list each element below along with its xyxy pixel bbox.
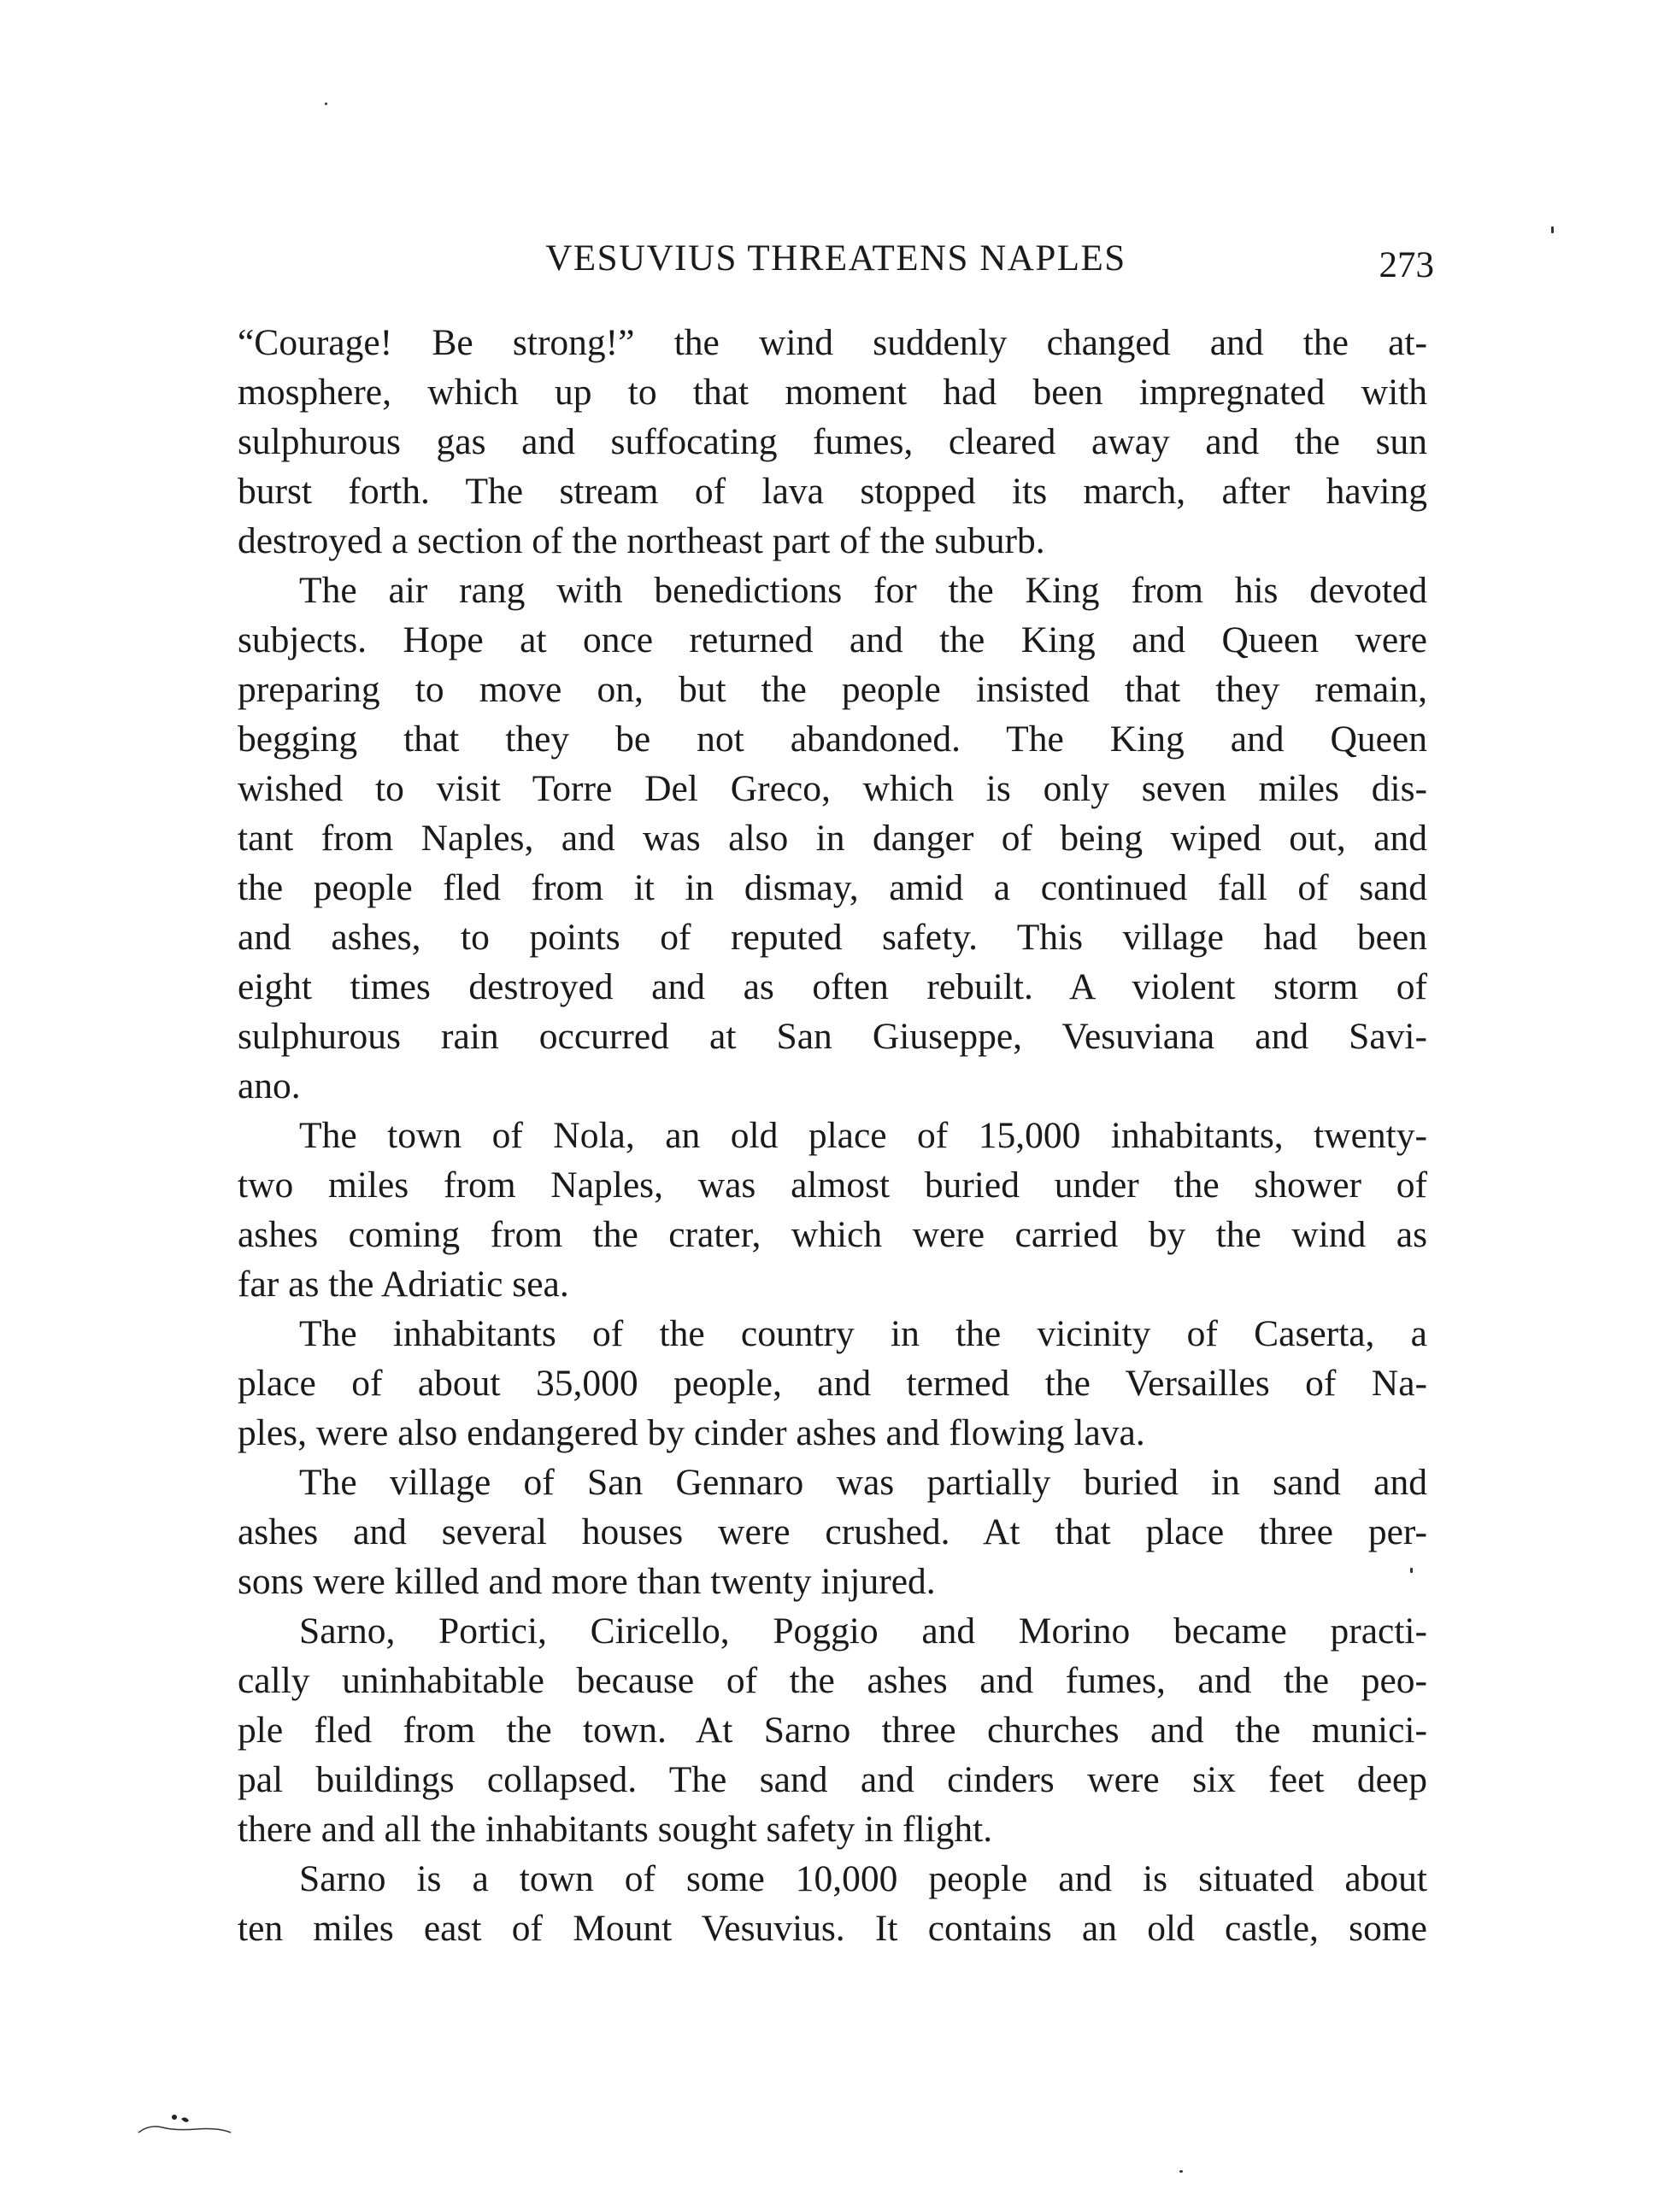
- text-line: mosphere, which up to that moment had been impregnated with: [238, 372, 1427, 413]
- text-line: Sarno is a town of some 10,000 people and is situated about: [299, 1858, 1427, 1899]
- text-line: destroyed a section of the northeast part of the suburb.: [238, 520, 1045, 561]
- text-line: two miles from Naples, was almost buried under the shower of: [238, 1165, 1427, 1206]
- text-line: and ashes, to points of reputed safety. This village had been: [238, 917, 1427, 958]
- paragraph-1: [238, 318, 1427, 566]
- text-line: burst forth. The stream of lava stopped its march, after having: [238, 471, 1427, 512]
- page-number: 273: [1379, 245, 1434, 285]
- text-line: pal buildings collapsed. The sand and cinders were six feet deep: [238, 1759, 1427, 1800]
- text-line: sulphurous gas and suffocating fumes, cleared away and the sun: [238, 421, 1427, 462]
- text-line: ashes coming from the crater, which were carried by the wind as: [238, 1214, 1427, 1255]
- text-line: there and all the inhabitants sought safety in flight.: [238, 1809, 993, 1850]
- text-line: far as the Adriatic sea.: [238, 1264, 569, 1305]
- text-line: place of about 35,000 people, and termed the Versailles of Na-: [238, 1363, 1427, 1404]
- text-line: ashes and several houses were crushed. At that place three per-: [238, 1511, 1427, 1552]
- text-line: ples, were also endangered by cinder ashes and flowing lava.: [238, 1412, 1145, 1453]
- text-line: wished to visit Torre Del Greco, which is only seven miles dis-: [238, 768, 1427, 809]
- text-line: the people fled from it in dismay, amid a continued fall of sand: [238, 867, 1427, 908]
- text-line: Sarno, Portici, Ciricello, Poggio and Morino became practi-: [299, 1611, 1427, 1652]
- running-title: VESUVIUS THREATENS NAPLES: [545, 238, 1126, 279]
- paragraph-5: [238, 1458, 1427, 1606]
- text-line: The village of San Gennaro was partially buried in sand and: [299, 1462, 1427, 1503]
- body-text: [238, 318, 1427, 1953]
- text-line: ano.: [238, 1065, 301, 1106]
- text-line: ten miles east of Mount Vesuvius. It contains an old castle, some: [238, 1908, 1427, 1949]
- paragraph-3: [238, 1111, 1427, 1309]
- text-line: sons were killed and more than twenty injured.: [238, 1561, 936, 1602]
- text-line: eight times destroyed and as often rebuilt. A violent storm of: [238, 966, 1427, 1007]
- scan-speck: [1410, 1568, 1413, 1573]
- scan-speck: [1179, 2170, 1183, 2173]
- text-line: preparing to move on, but the people insisted that they remain,: [238, 669, 1427, 710]
- paragraph-2: [238, 566, 1427, 1111]
- scan-smudge-mark: [137, 2109, 235, 2134]
- paragraph-7: [238, 1854, 1427, 1953]
- text-line: tant from Naples, and was also in danger of being wiped out, and: [238, 818, 1427, 859]
- paragraph-6: [238, 1606, 1427, 1854]
- text-line: cally uninhabitable because of the ashes and fumes, and the peo-: [238, 1660, 1427, 1701]
- text-line: The inhabitants of the country in the vicinity of Caserta, a: [299, 1313, 1427, 1354]
- scan-speck: [1551, 226, 1554, 233]
- text-line: sulphurous rain occurred at San Giuseppe, Vesuviana and Savi-: [238, 1016, 1427, 1057]
- running-header: [238, 238, 1434, 289]
- text-line: The town of Nola, an old place of 15,000 inhabitants, twenty-: [299, 1115, 1427, 1156]
- text-line: ple fled from the town. At Sarno three churches and the munici-: [238, 1710, 1427, 1751]
- text-line: The air rang with benedictions for the King from his devoted: [299, 570, 1427, 611]
- scan-speck: [325, 103, 327, 105]
- paragraph-4: [238, 1309, 1427, 1458]
- text-line: subjects. Hope at once returned and the King and Queen were: [238, 619, 1427, 660]
- text-line: “Courage! Be strong!” the wind suddenly changed and the at-: [238, 322, 1427, 363]
- text-line: begging that they be not abandoned. The King and Queen: [238, 719, 1427, 760]
